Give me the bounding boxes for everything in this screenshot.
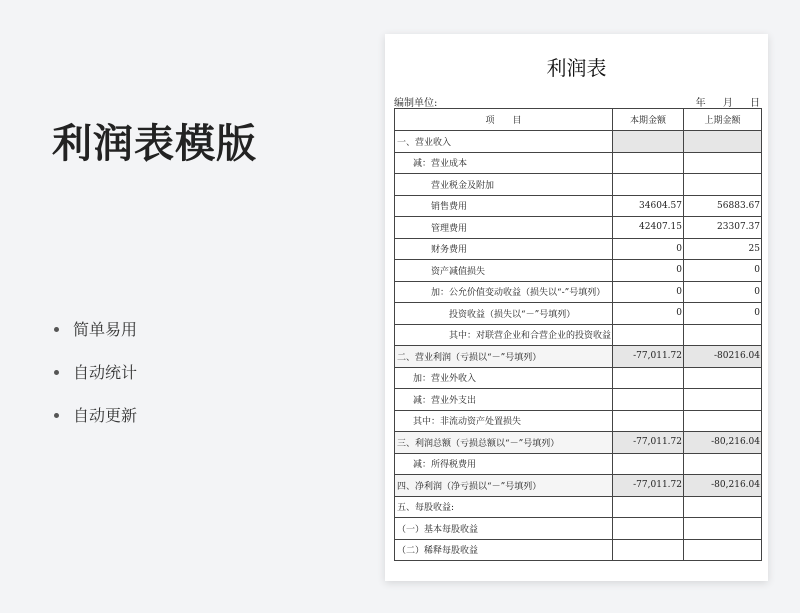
previous-amount-cell[interactable] — [684, 389, 762, 411]
current-amount-cell[interactable] — [613, 367, 684, 389]
table-row — [395, 367, 762, 389]
previous-amount-cell[interactable] — [684, 131, 762, 153]
table-row — [395, 217, 762, 239]
table-row — [395, 195, 762, 217]
table-row — [395, 539, 762, 561]
table-row — [395, 453, 762, 475]
table-body — [395, 131, 762, 561]
table-row — [395, 346, 762, 368]
feature-label: 简单易用 — [73, 319, 138, 339]
feature-list — [54, 308, 137, 437]
previous-amount-cell[interactable] — [684, 174, 762, 196]
bullet-dot-icon — [54, 413, 59, 418]
table-row — [395, 131, 762, 153]
previous-amount-cell[interactable]: -80216.04 — [684, 346, 762, 368]
current-amount-cell[interactable] — [613, 453, 684, 475]
row-label: 加：营业外收入 — [395, 367, 613, 389]
current-amount-cell[interactable] — [613, 518, 684, 540]
document-sheet — [385, 34, 768, 581]
previous-amount-cell[interactable]: 0 — [684, 281, 762, 303]
current-amount-cell[interactable] — [613, 410, 684, 432]
header-current: 本期金额 — [613, 109, 684, 131]
row-label: 财务费用 — [395, 238, 613, 260]
promo-title: 利润表模版 — [52, 121, 257, 167]
current-amount-cell[interactable] — [613, 174, 684, 196]
row-label: 投资收益（损失以“－”号填列） — [395, 303, 613, 325]
previous-amount-cell[interactable] — [684, 518, 762, 540]
row-label: 资产减值损失 — [395, 260, 613, 282]
row-label: 加：公允价值变动收益（损失以“-”号填列） — [395, 281, 613, 303]
previous-amount-cell[interactable] — [684, 410, 762, 432]
table-row — [395, 174, 762, 196]
date-label: 年 月 日 — [695, 98, 760, 109]
previous-amount-cell[interactable]: 56883.67 — [684, 195, 762, 217]
previous-amount-cell[interactable]: -80,216.04 — [684, 432, 762, 454]
table-row — [395, 410, 762, 432]
table-row — [395, 281, 762, 303]
current-amount-cell[interactable] — [613, 324, 684, 346]
header-previous: 上期金额 — [684, 109, 762, 131]
previous-amount-cell[interactable] — [684, 152, 762, 174]
row-label: 减：营业外支出 — [395, 389, 613, 411]
row-label: 减：营业成本 — [395, 152, 613, 174]
previous-amount-cell[interactable] — [684, 367, 762, 389]
row-label: 减：所得税费用 — [395, 453, 613, 475]
bullet-dot-icon — [54, 370, 59, 375]
row-label: 其中：对联营企业和合营企业的投资收益 — [395, 324, 613, 346]
table-row — [395, 432, 762, 454]
current-amount-cell[interactable]: 0 — [613, 281, 684, 303]
row-label: 其中：非流动资产处置损失 — [395, 410, 613, 432]
header-item: 项 目 — [395, 109, 613, 131]
previous-amount-cell[interactable] — [684, 324, 762, 346]
table-row — [395, 152, 762, 174]
row-label: 二、营业利润（亏损以“－”号填列） — [395, 346, 613, 368]
current-amount-cell[interactable] — [613, 539, 684, 561]
row-label: 管理费用 — [395, 217, 613, 239]
current-amount-cell[interactable]: -77,011.72 — [613, 346, 684, 368]
previous-amount-cell[interactable]: 0 — [684, 260, 762, 282]
feature-item — [54, 351, 137, 394]
row-label: 销售费用 — [395, 195, 613, 217]
table-row — [395, 518, 762, 540]
row-label: 三、利润总额（亏损总额以“－”号填列） — [395, 432, 613, 454]
current-amount-cell[interactable] — [613, 496, 684, 518]
feature-label: 自动统计 — [73, 362, 138, 382]
previous-amount-cell[interactable] — [684, 453, 762, 475]
previous-amount-cell[interactable]: -80,216.04 — [684, 475, 762, 497]
row-label: （一）基本每股收益 — [395, 518, 613, 540]
row-label: 营业税金及附加 — [395, 174, 613, 196]
income-statement-table — [394, 108, 762, 561]
current-amount-cell[interactable]: 0 — [613, 260, 684, 282]
feature-label: 自动更新 — [73, 405, 138, 425]
current-amount-cell[interactable]: 0 — [613, 238, 684, 260]
table-header-row — [395, 109, 762, 131]
previous-amount-cell[interactable] — [684, 539, 762, 561]
current-amount-cell[interactable] — [613, 152, 684, 174]
document-title: 利润表 — [546, 56, 607, 80]
current-amount-cell[interactable]: -77,011.72 — [613, 432, 684, 454]
row-label: 五、每股收益: — [395, 496, 613, 518]
previous-amount-cell[interactable] — [684, 496, 762, 518]
row-label: 一、营业收入 — [395, 131, 613, 153]
feature-item — [54, 308, 137, 351]
feature-item — [54, 394, 137, 437]
table-row — [395, 238, 762, 260]
table-row — [395, 475, 762, 497]
current-amount-cell[interactable]: 34604.57 — [613, 195, 684, 217]
table-row — [395, 303, 762, 325]
current-amount-cell[interactable] — [613, 389, 684, 411]
table-row — [395, 324, 762, 346]
current-amount-cell[interactable]: 42407.15 — [613, 217, 684, 239]
row-label: 四、净利润（净亏损以“－”号填列） — [395, 475, 613, 497]
table-row — [395, 260, 762, 282]
table-row — [395, 496, 762, 518]
previous-amount-cell[interactable]: 23307.37 — [684, 217, 762, 239]
unit-label: 编制单位: — [394, 98, 438, 109]
previous-amount-cell[interactable]: 0 — [684, 303, 762, 325]
current-amount-cell[interactable]: -77,011.72 — [613, 475, 684, 497]
current-amount-cell[interactable]: 0 — [613, 303, 684, 325]
table-row — [395, 389, 762, 411]
row-label: （二）稀释每股收益 — [395, 539, 613, 561]
current-amount-cell[interactable] — [613, 131, 684, 153]
bullet-dot-icon — [54, 327, 59, 332]
previous-amount-cell[interactable]: 25 — [684, 238, 762, 260]
